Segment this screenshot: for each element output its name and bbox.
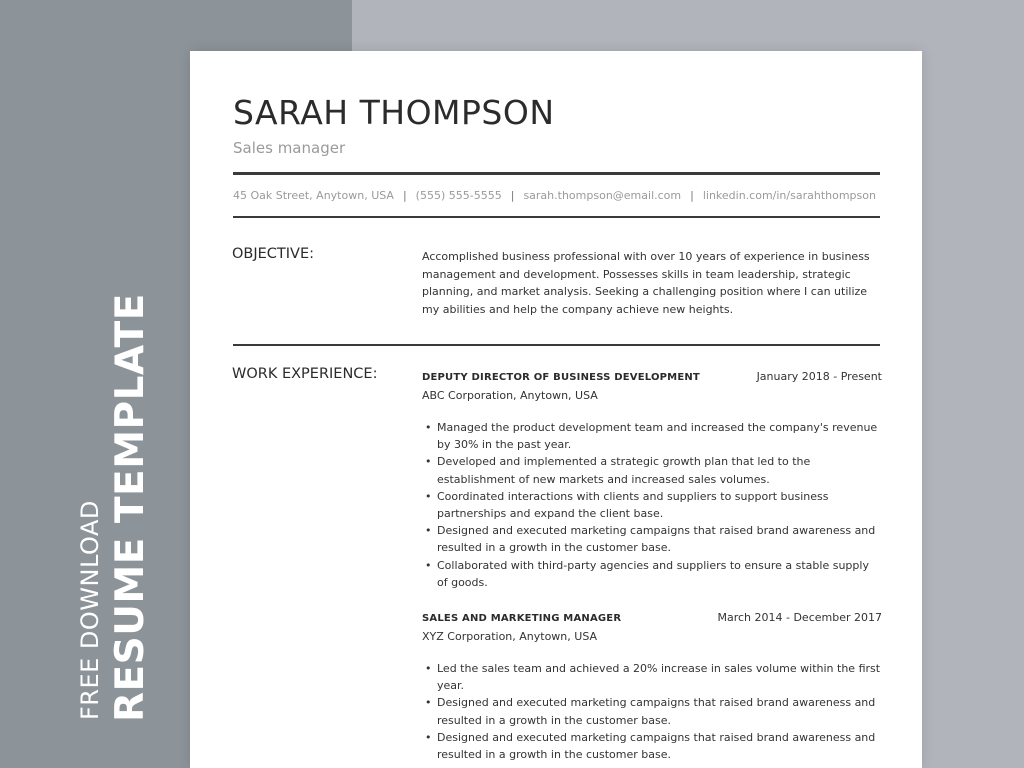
job-bullet: • Designed and executed marketing campaigns that raised brand awareness and resulted in a growth in the customer base.: [422, 522, 882, 556]
job-title: SALES AND MARKETING MANAGER: [422, 613, 622, 624]
job-dates: January 2018 - Present: [756, 370, 882, 383]
job-entry: [422, 611, 882, 763]
objective-label: OBJECTIVE:: [232, 246, 315, 262]
job-bullet: • Developed and implemented a strategic growth plan that led to the establishment of new markets and increased sales volumes.: [422, 453, 882, 487]
promo-resume-template: RESUME TEMPLATE: [108, 293, 153, 722]
job-entry: [422, 370, 882, 591]
contact-separator: |: [510, 189, 515, 202]
resume-page: [190, 51, 922, 768]
job-bullet: • Led the sales team and achieved a 20% increase in sales volume within the first year.: [422, 660, 882, 694]
contact-linkedin: linkedin.com/in/sarahthompson: [702, 189, 876, 202]
job-bullets: [422, 419, 882, 591]
job-bullet: • Coordinated interactions with clients and suppliers to support business partnerships and expand the client base.: [422, 488, 882, 522]
promo-banner: [72, 0, 168, 768]
job-bullet: • Designed and executed marketing campaigns that raised brand awareness and resulted in a growth in the customer base.: [422, 694, 882, 728]
job-title: DEPUTY DIRECTOR OF BUSINESS DEVELOPMENT: [422, 372, 700, 383]
contact-line: [233, 189, 883, 202]
job-company: XYZ Corporation, Anytown, USA: [422, 630, 598, 643]
contact-separator: |: [690, 189, 694, 202]
promo-free-download: FREE DOWNLOAD: [76, 500, 104, 720]
job-dates: March 2014 - December 2017: [717, 611, 882, 624]
job-company: ABC Corporation, Anytown, USA: [422, 389, 598, 402]
contact-address: 45 Oak Street, Anytown, USA: [233, 189, 394, 202]
header-rule-top: [233, 172, 880, 175]
header-rule-bottom: [233, 216, 880, 218]
contact-phone: (555) 555-5555: [415, 189, 502, 202]
job-bullet: • Designed and executed marketing campaigns that raised brand awareness and resulted in a growth in the customer base.: [422, 729, 882, 763]
work-experience-label: WORK EXPERIENCE:: [232, 366, 378, 382]
candidate-name: SARAH THOMPSON: [233, 93, 555, 132]
job-bullet: • Managed the product development team and increased the company's revenue by 30% in the past year.: [422, 419, 882, 453]
contact-separator: |: [402, 189, 407, 202]
section-rule: [233, 344, 880, 346]
contact-email: sarah.thompson@email.com: [523, 189, 682, 202]
objective-text: Accomplished business professional with over 10 years of experience in business management and development. Possesses skills in team leadership, strategic planning, and market analysis. Seeking a challenging position where I can utilize my abilities and help the company achieve new heights.: [422, 250, 870, 316]
candidate-title: Sales manager: [233, 139, 346, 157]
job-bullet: • Collaborated with third-party agencies and suppliers to ensure a stable supply of goods.: [422, 557, 882, 591]
job-bullets: [422, 660, 882, 763]
